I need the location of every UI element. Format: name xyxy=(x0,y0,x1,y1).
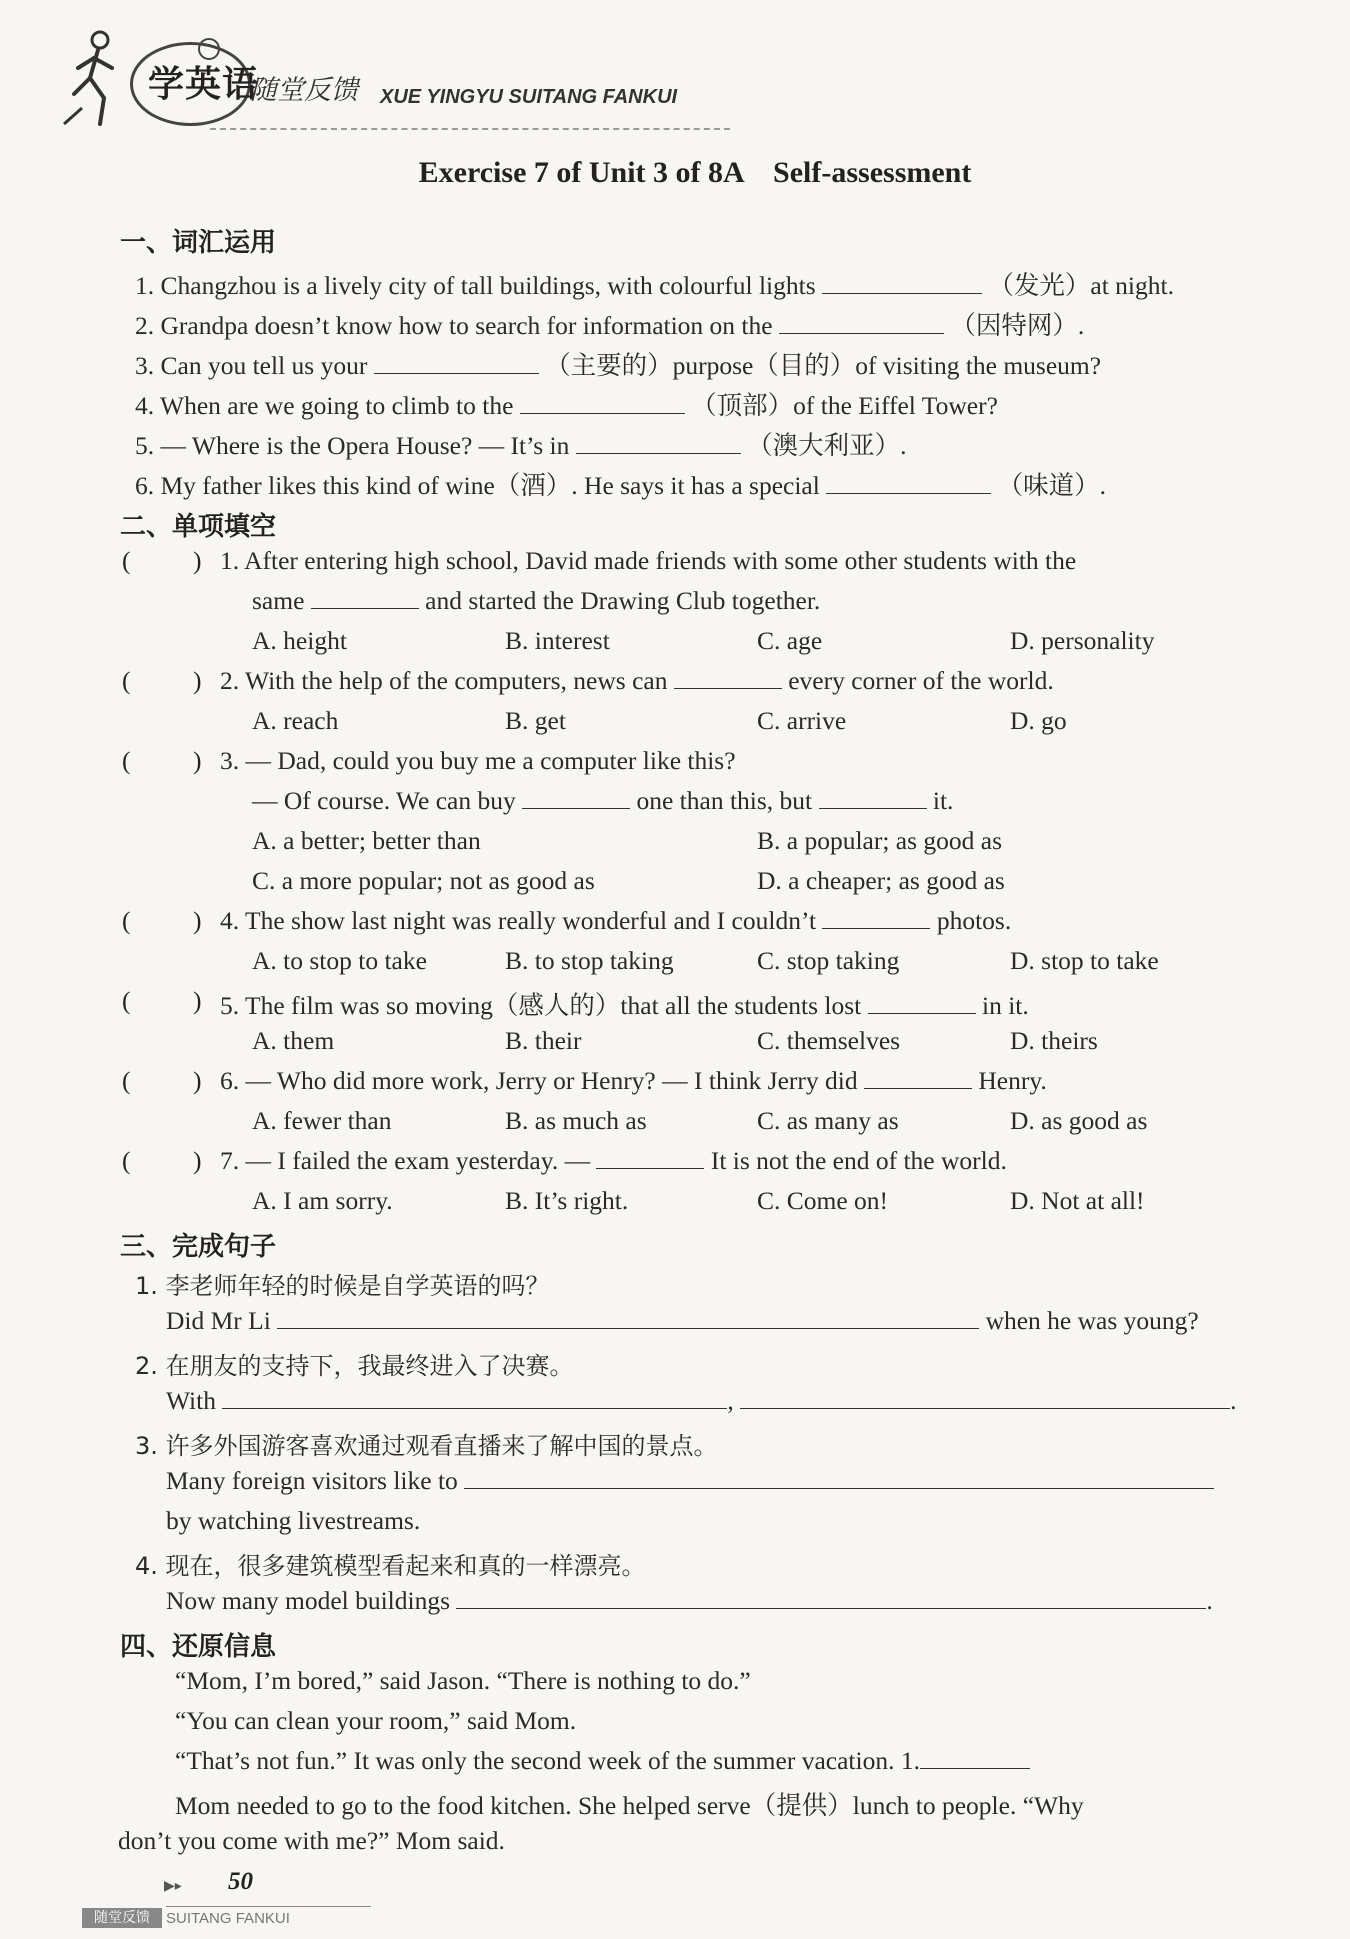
answer-blank[interactable] xyxy=(311,586,419,609)
answer-blank[interactable] xyxy=(864,1066,972,1089)
question-line: 7. — I failed the exam yesterday. — It is not the end of the world. xyxy=(220,1146,1007,1175)
vocab-item: 6. My father likes this kind of wine（酒）. He says it has a special （味道）. xyxy=(135,471,1106,500)
footer-label-zh: 随堂反馈 xyxy=(82,1908,162,1928)
option-d[interactable]: D. theirs xyxy=(1010,1026,1098,1055)
passage-line: Mom needed to go to the food kitchen. She helped serve（提供）lunch to people. “Why xyxy=(175,1791,1084,1820)
option-a[interactable]: A. to stop to take xyxy=(252,946,427,975)
chinese-prompt: 1. 李老师年轻的时候是自学英语的吗？ xyxy=(135,1272,550,1300)
answer-paren-open[interactable]: ( xyxy=(122,986,131,1015)
answer-paren-open[interactable]: ( xyxy=(122,546,131,575)
answer-blank[interactable] xyxy=(522,786,630,809)
question-line: 5. The film was so moving（感人的）that all the students lost in it. xyxy=(220,991,1029,1020)
option-d[interactable]: D. stop to take xyxy=(1010,946,1159,975)
option-d[interactable]: D. personality xyxy=(1010,626,1155,655)
option-a[interactable]: A. I am sorry. xyxy=(252,1186,393,1215)
answer-blank[interactable] xyxy=(920,1746,1030,1769)
runner-icon xyxy=(60,28,132,128)
brand-pinyin: XUE YINGYU SUITANG FANKUI xyxy=(380,86,678,108)
chinese-prompt: 2. 在朋友的支持下，我最终进入了决赛。 xyxy=(135,1352,574,1380)
question-line: 4. The show last night was really wonderful and I couldn’t photos. xyxy=(220,906,1012,935)
answer-paren-open[interactable]: ( xyxy=(122,1066,131,1095)
answer-paren-close[interactable]: ) xyxy=(193,666,202,695)
answer-blank[interactable] xyxy=(674,666,782,689)
answer-blank[interactable] xyxy=(826,471,991,494)
passage-line: “Mom, I’m bored,” said Jason. “There is nothing to do.” xyxy=(175,1666,751,1695)
question-line: same and started the Drawing Club together. xyxy=(252,586,821,615)
option-d[interactable]: D. as good as xyxy=(1010,1106,1148,1135)
footer xyxy=(82,1858,412,1928)
option-b[interactable]: B. to stop taking xyxy=(505,946,674,975)
option-d[interactable]: D. go xyxy=(1010,706,1067,735)
section-heading-restore: 四、还原信息 xyxy=(120,1632,277,1662)
answer-paren-open[interactable]: ( xyxy=(122,746,131,775)
answer-blank[interactable] xyxy=(822,906,930,929)
answer-paren-open[interactable]: ( xyxy=(122,906,131,935)
answer-blank[interactable] xyxy=(576,431,741,454)
header-divider xyxy=(210,128,730,130)
option-c[interactable]: C. arrive xyxy=(757,706,847,735)
option-d[interactable]: D. a cheaper; as good as xyxy=(757,866,1005,895)
answer-blank[interactable] xyxy=(596,1146,704,1169)
answer-line[interactable] xyxy=(277,1306,979,1329)
option-b[interactable]: B. It’s right. xyxy=(505,1186,629,1215)
page-number: 50 xyxy=(228,1868,253,1895)
section-heading-choice: 二、单项填空 xyxy=(120,512,277,542)
sentence-line: Now many model buildings . xyxy=(166,1586,1213,1615)
question-line: — Of course. We can buy one than this, but it. xyxy=(252,786,954,815)
answer-blank[interactable] xyxy=(779,311,944,334)
answer-blank[interactable] xyxy=(819,786,927,809)
answer-paren-close[interactable]: ) xyxy=(193,546,202,575)
answer-paren-close[interactable]: ) xyxy=(193,906,202,935)
answer-line[interactable] xyxy=(222,1386,727,1409)
vocab-item: 5. — Where is the Opera House? — It’s in （澳大利亚）. xyxy=(135,431,907,460)
passage-blank-number: 1. xyxy=(900,1746,920,1775)
answer-blank[interactable] xyxy=(822,271,982,294)
answer-blank[interactable] xyxy=(520,391,685,414)
option-a[interactable]: A. fewer than xyxy=(252,1106,392,1135)
answer-paren-close[interactable]: ) xyxy=(193,746,202,775)
option-a[interactable]: A. reach xyxy=(252,706,339,735)
option-d[interactable]: D. Not at all! xyxy=(1010,1186,1145,1215)
option-a[interactable]: A. them xyxy=(252,1026,335,1055)
answer-paren-close[interactable]: ) xyxy=(193,1146,202,1175)
header-logo xyxy=(60,20,680,130)
section-heading-complete: 三、完成句子 xyxy=(120,1232,277,1262)
option-b[interactable]: B. their xyxy=(505,1026,582,1055)
passage-line: don’t you come with me?” Mom said. xyxy=(118,1826,505,1855)
answer-paren-close[interactable]: ) xyxy=(193,986,202,1015)
answer-line[interactable] xyxy=(456,1586,1206,1609)
answer-line[interactable] xyxy=(740,1386,1230,1409)
answer-paren-open[interactable]: ( xyxy=(122,1146,131,1175)
arrow-icon: ▶▸ xyxy=(164,1878,182,1894)
answer-line[interactable] xyxy=(464,1466,1214,1489)
section-heading-vocab: 一、词汇运用 xyxy=(120,228,277,258)
option-a[interactable]: A. a better; better than xyxy=(252,826,481,855)
question-line: 6. — Who did more work, Jerry or Henry? — I think Jerry did Henry. xyxy=(220,1066,1047,1095)
vocab-item: 2. Grandpa doesn’t know how to search for information on the （因特网）. xyxy=(135,311,1085,340)
vocab-item: 1. Changzhou is a lively city of tall buildings, with colourful lights （发光）at night. xyxy=(135,271,1174,300)
passage-line: “That’s not fun.” It was only the second week of the summer vacation. 1. xyxy=(175,1746,1030,1776)
option-c[interactable]: C. Come on! xyxy=(757,1186,889,1215)
question-line: 1. After entering high school, David made friends with some other students with the xyxy=(220,546,1077,575)
option-b[interactable]: B. as much as xyxy=(505,1106,647,1135)
vocab-item: 4. When are we going to climb to the （顶部）of the Eiffel Tower? xyxy=(135,391,998,420)
option-c[interactable]: C. stop taking xyxy=(757,946,900,975)
option-c[interactable]: C. as many as xyxy=(757,1106,899,1135)
question-line: 3. — Dad, could you buy me a computer like this? xyxy=(220,746,736,775)
answer-paren-close[interactable]: ) xyxy=(193,1066,202,1095)
option-c[interactable]: C. a more popular; not as good as xyxy=(252,866,595,895)
sentence-line: Many foreign visitors like to xyxy=(166,1466,1214,1496)
passage-line: “You can clean your room,” said Mom. xyxy=(175,1706,577,1735)
exercise-title: Exercise 7 of Unit 3 of 8A Self-assessment xyxy=(418,156,972,189)
sentence-line: by watching livestreams. xyxy=(166,1506,421,1535)
footer-divider xyxy=(166,1906,371,1907)
option-b[interactable]: B. a popular; as good as xyxy=(757,826,1003,855)
chinese-prompt: 3. 许多外国游客喜欢通过观看直播来了解中国的景点。 xyxy=(135,1432,718,1460)
answer-blank[interactable] xyxy=(868,991,976,1014)
option-c[interactable]: C. themselves xyxy=(757,1026,901,1055)
chinese-prompt: 4. 现在，很多建筑模型看起来和真的一样漂亮。 xyxy=(135,1552,646,1580)
option-b[interactable]: B. get xyxy=(505,706,566,735)
brand-subtitle: 随堂反馈 xyxy=(250,75,358,106)
sentence-line: With , . xyxy=(166,1386,1237,1415)
brand-title: 学英语 xyxy=(148,64,260,105)
footer-label-en: SUITANG FANKUI xyxy=(166,1910,290,1927)
vocab-item: 3. Can you tell us your （主要的）purpose（目的）of visiting the museum? xyxy=(135,351,1102,380)
answer-paren-open[interactable]: ( xyxy=(122,666,131,695)
answer-blank[interactable] xyxy=(374,351,539,374)
sentence-line: Did Mr Li when he was young? xyxy=(166,1306,1199,1335)
option-c[interactable]: C. age xyxy=(757,626,823,655)
question-line: 2. With the help of the computers, news can every corner of the world. xyxy=(220,666,1054,695)
option-b[interactable]: B. interest xyxy=(505,626,610,655)
option-a[interactable]: A. height xyxy=(252,626,347,655)
